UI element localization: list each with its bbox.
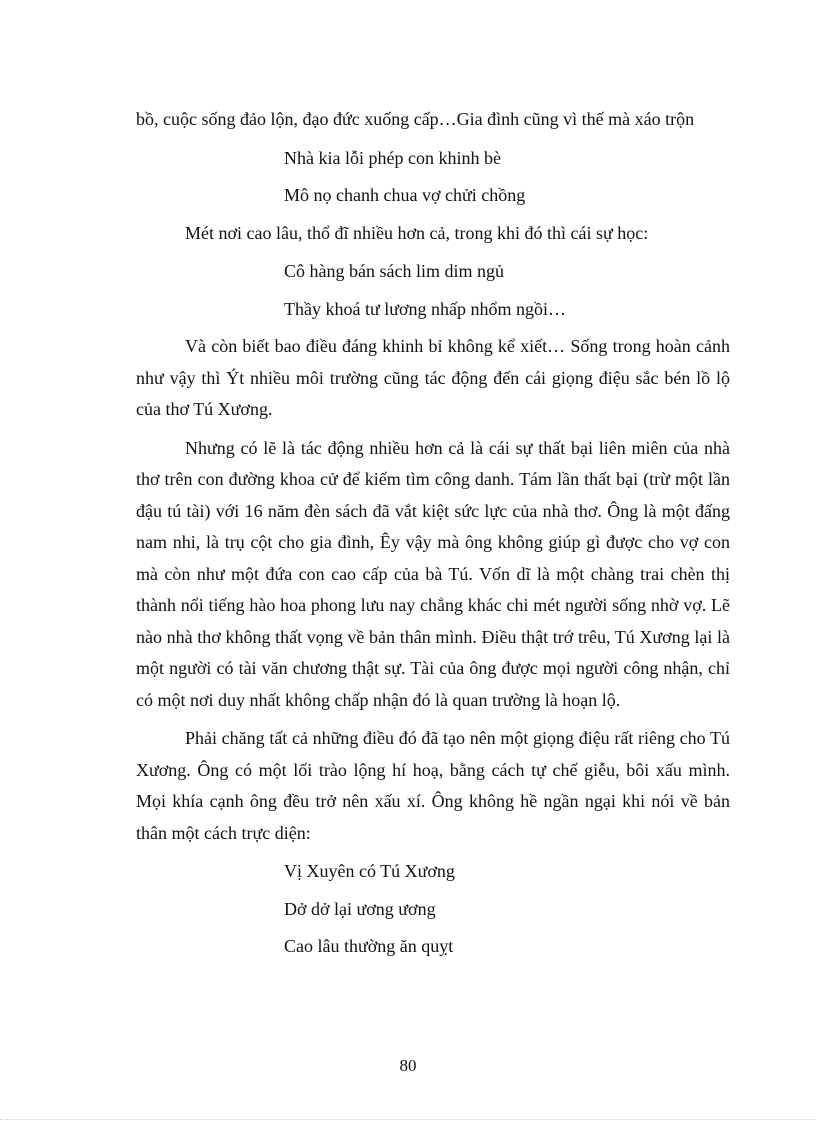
paragraph-2: Mét nơi cao lâu, thổ đĩ nhiều hơn cả, trong khi đó thì cái sự học:: [185, 222, 649, 243]
page-number: 80: [399, 1056, 417, 1075]
verse-line: Vị Xuyên có Tú Xương: [284, 861, 455, 881]
paragraph-3: Và còn biết bao điều đáng khinh bỉ không kể xiết… Sống trong hoàn cảnh như vậy thì Ýt nhiều môi trường cũng tác động đến cái giọng điệu sắc bén lồ lộ của thơ Tú Xương.: [136, 336, 730, 419]
verse-block-3: [136, 856, 730, 963]
verse-line: Mô nọ chanh chua vợ chửi chồng: [284, 185, 526, 205]
paragraph-1: bồ, cuộc sống đảo lộn, đạo đức xuống cấp…Gia đình cũng vì thế mà xáo trộn: [136, 109, 695, 129]
verse-line: Cô hàng bán sách lim dim ngủ: [284, 261, 504, 281]
verse-block-2: [136, 256, 730, 325]
verse-line: Cao lâu thường ăn quỵt: [284, 936, 454, 956]
verse-line: Thầy khoá tư lương nhấp nhổm ngồi…: [284, 298, 566, 319]
verse-line: Nhà kia lỗi phép con khinh bè: [284, 147, 501, 168]
footer-divider: [0, 1119, 816, 1120]
verse-block-1: [136, 143, 730, 212]
paragraph-5: Phải chăng tất cả những điều đó đã tạo nên một giọng điệu rất riêng cho Tú Xương. Ông có một lối trào lộng hí hoạ, bằng cách tự chế giễu, bôi xấu mình. Mọi khía cạnh ông đều trở nên xấu xí. Ông không hề ngần ngại khi nói về bản thân một cách trực diện:: [136, 728, 730, 843]
paragraph-4: Nhưng có lẽ là tác động nhiều hơn cả là cái sự thất bại liên miên của nhà thơ trên con đường khoa cử để kiếm tìm công danh. Tám lần thất bại (trừ một lần đậu tú tài) với 16 năm đèn sách đã vắt kiệt sức lực của nhà thơ. Ông là một đấng nam nhi, là trụ cột cho gia đình, Êy vậy mà ông không giúp gì được cho vợ con mà còn như một đứa con cao cấp của bà Tú. Vốn dĩ là một chàng trai chèn thị thành nổi tiếng hào hoa phong lưu nay chẳng khác chi mét người sống nhờ vợ. Lẽ nào nhà thơ không thất vọng về bản thân mình. Điều thật trớ trêu, Tú Xương lại là một người có tài văn chương thật sự. Tài của ông được mọi người công nhận, chỉ có một nơi duy nhất không chấp nhận đó là quan trường là hoạn lộ.: [136, 437, 730, 710]
verse-line: Dở dở lại ương ương: [284, 898, 436, 919]
document-body: [136, 104, 730, 969]
